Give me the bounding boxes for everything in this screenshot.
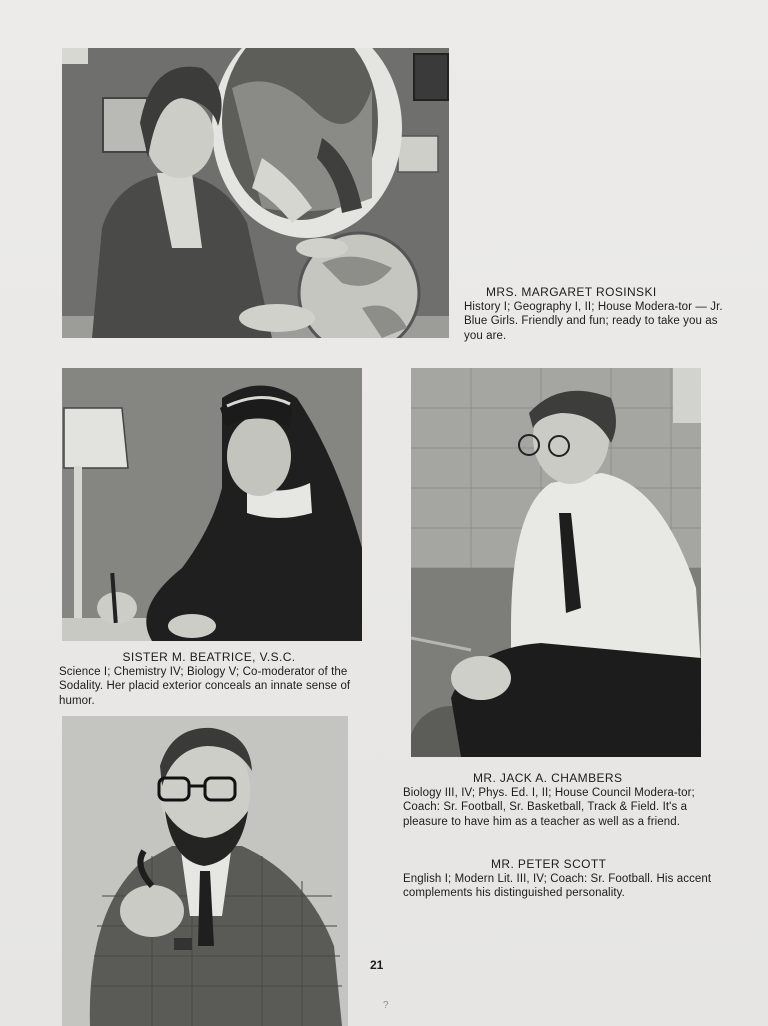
page-number: 21 bbox=[370, 958, 384, 972]
photo-sister-beatrice bbox=[62, 368, 362, 641]
photo-peter-scott bbox=[62, 716, 348, 1026]
faculty-name: SISTER M. BEATRICE, V.S.C. bbox=[122, 650, 296, 664]
caption-jack-chambers bbox=[403, 771, 713, 829]
faculty-description: Biology III, IV; Phys. Ed. I, II; House Council Modera-tor; Coach: Sr. Football, Sr. Basketball, Track & Field. It's a pleasure to have him as a teacher as well as a friend. bbox=[403, 786, 695, 828]
photo-margaret-rosinski bbox=[62, 48, 449, 338]
stray-pencil-mark: ? bbox=[383, 1000, 389, 1011]
faculty-name: MR. PETER SCOTT bbox=[491, 857, 607, 871]
faculty-description: English I; Modern Lit. III, IV; Coach: Sr. Football. His accent complements his distinguished personality. bbox=[403, 872, 712, 899]
faculty-description: History I; Geography I, II; House Modera-tor — Jr. Blue Girls. Friendly and fun; ready to take you as you are. bbox=[464, 300, 723, 342]
photo-jack-chambers bbox=[411, 368, 701, 757]
faculty-name: MRS. MARGARET ROSINSKI bbox=[486, 285, 657, 299]
faculty-name: MR. JACK A. CHAMBERS bbox=[473, 771, 623, 785]
caption-sister-beatrice bbox=[59, 650, 359, 708]
faculty-description: Science I; Chemistry IV; Biology V; Co-moderator of the Sodality. Her placid exterior conceals an innate sense of humor. bbox=[59, 665, 351, 707]
caption-margaret-rosinski bbox=[464, 285, 724, 343]
caption-peter-scott bbox=[403, 857, 713, 901]
